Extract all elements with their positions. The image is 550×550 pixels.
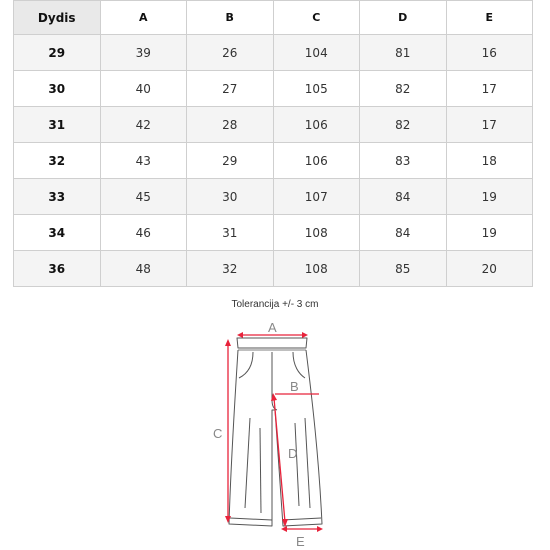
table-cell: 17 [446,107,533,143]
table-cell: 18 [446,143,533,179]
table-cell: 17 [446,71,533,107]
table-cell: 32 [187,251,274,287]
table-cell: 16 [446,35,533,71]
left-crease-1 [245,418,250,508]
table-cell: 106 [273,143,360,179]
size-cell: 34 [14,215,101,251]
size-cell: 33 [14,179,101,215]
table-cell: 42 [100,107,187,143]
left-pocket [239,352,253,378]
measure-a-arrow-right [302,332,308,338]
table-cell: 43 [100,143,187,179]
left-crease-2 [260,428,261,513]
label-b: B [290,379,299,394]
col-header-c: C [273,1,360,35]
label-e: E [296,534,305,549]
table-cell: 82 [360,107,447,143]
label-c: C [213,426,223,441]
col-header-b: B [187,1,274,35]
col-header-a: A [100,1,187,35]
table-cell: 19 [446,179,533,215]
pants-measurement-diagram [195,318,345,550]
table-cell: 40 [100,71,187,107]
pants-silhouette [229,350,322,526]
pants-outline [229,338,322,526]
table-cell: 48 [100,251,187,287]
table-cell: 31 [187,215,274,251]
measurement-lines [225,332,323,532]
waistband [237,338,307,348]
table-cell: 81 [360,35,447,71]
table-cell: 108 [273,251,360,287]
size-cell: 31 [14,107,101,143]
table-cell: 26 [187,35,274,71]
label-d: D [288,446,298,461]
table-row [14,179,533,215]
right-crease-2 [305,418,310,508]
size-cell: 29 [14,35,101,71]
left-hem [230,518,272,520]
table-cell: 20 [446,251,533,287]
table-cell: 39 [100,35,187,71]
table-cell: 84 [360,179,447,215]
table-row [14,71,533,107]
table-row [14,251,533,287]
measure-e-arrow-left [281,526,287,532]
col-header-e: E [446,1,533,35]
table-cell: 108 [273,215,360,251]
table-row [14,215,533,251]
table-row [14,143,533,179]
table-cell: 105 [273,71,360,107]
pants-illustration [195,318,345,550]
label-a: A [268,320,277,335]
table-cell: 28 [187,107,274,143]
table-cell: 85 [360,251,447,287]
measure-d-line [274,398,285,522]
tolerance-note: Tolerancija +/- 3 cm [231,299,319,310]
table-cell: 45 [100,179,187,215]
table-header-row [14,1,533,35]
table-cell: 46 [100,215,187,251]
right-pocket [293,352,305,378]
right-crease-1 [295,423,299,506]
table-cell: 106 [273,107,360,143]
table-cell: 83 [360,143,447,179]
size-chart-table [13,0,533,287]
measure-c-arrow-top [225,339,231,346]
table-cell: 107 [273,179,360,215]
measure-e-arrow-right [317,526,323,532]
table-cell: 29 [187,143,274,179]
table-cell: 104 [273,35,360,71]
size-cell: 36 [14,251,101,287]
table-cell: 84 [360,215,447,251]
table-row [14,35,533,71]
table-cell: 30 [187,179,274,215]
size-cell: 32 [14,143,101,179]
table-row [14,107,533,143]
col-header-size: Dydis [14,1,101,35]
measure-c-arrow-bottom [225,516,231,523]
table-cell: 19 [446,215,533,251]
table-cell: 82 [360,71,447,107]
measure-a-arrow-left [237,332,243,338]
size-cell: 30 [14,71,101,107]
col-header-d: D [360,1,447,35]
table-cell: 27 [187,71,274,107]
